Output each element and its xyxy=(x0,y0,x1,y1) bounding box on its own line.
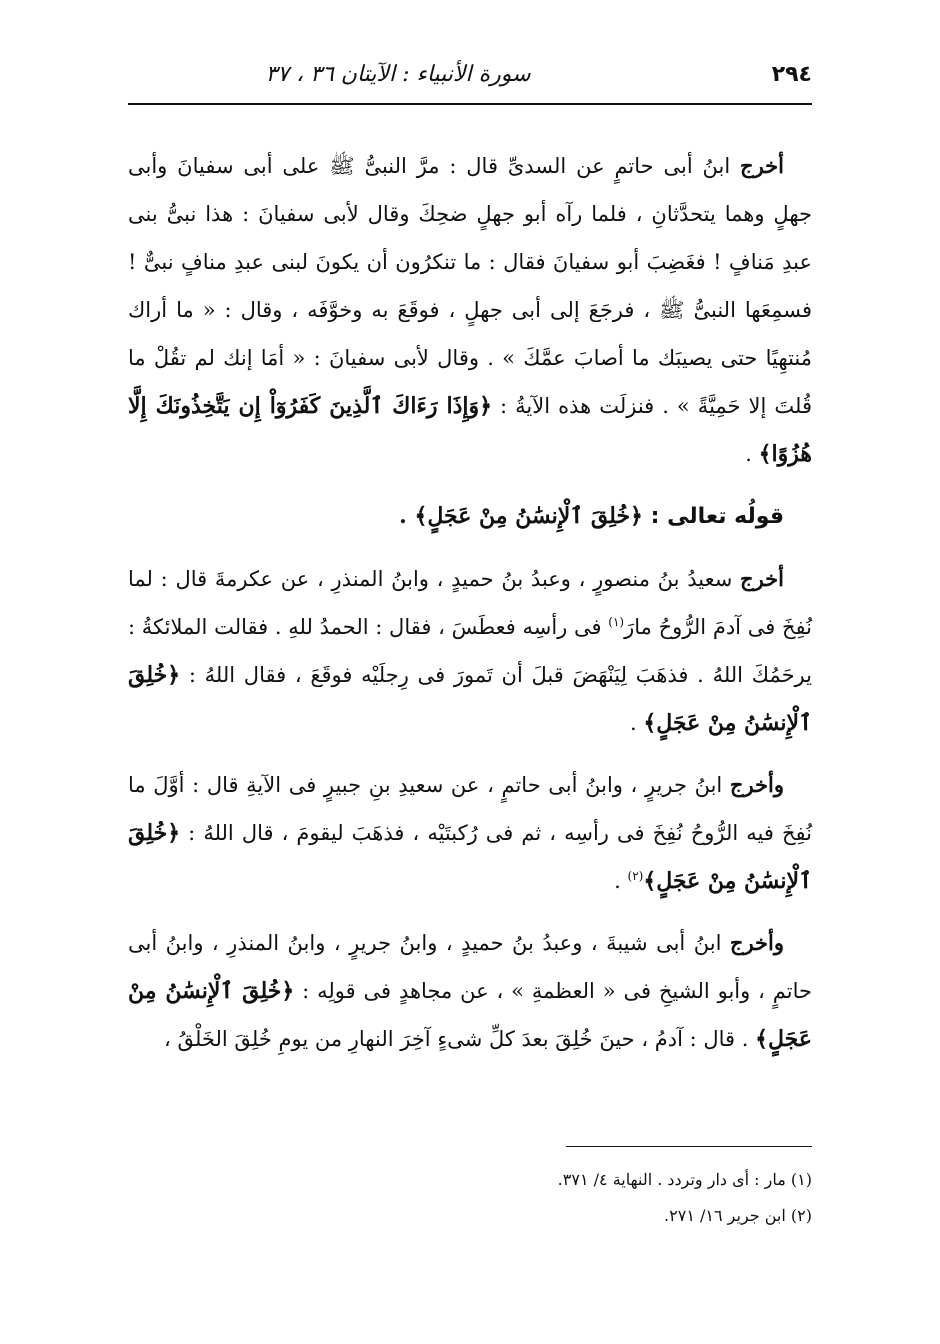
quran-verse: ﴿خُلِقَ ٱلْإِنسَٰنُ مِنْ عَجَلٍ﴾ xyxy=(128,978,812,1052)
paragraph-tail: . قال : آدمُ ، حينَ خُلِقَ بعدَ كلِّ شىءٍ آخِرَ النهارِ من يومِ خُلِقَ الخَلْقُ ، xyxy=(163,1027,756,1051)
paragraph-text: ابنُ جريرٍ ، وابنُ أبى حاتمٍ ، عن سعيدِ بنِ جبيرٍ فى الآيةِ قال : أوَّلَ ما نُفِخَ فيه الرُّوحُ نُفِخَ فى رأسِه ، ثم فى رُكبتَيْه ، فذهَبَ ليقومَ ، قال اللهُ : xyxy=(128,773,812,845)
paragraph-text: ابنُ أبى حاتمٍ عن السدىِّ قال : مرَّ النبىُّ ﷺ على أبى سفيانَ وأبى جهلٍ وهما يتحدَّثانِ ، فلما رآه أبو جهلٍ ضحِكَ وقال لأبى سفيانَ : هذا نبىُّ بنى عبدِ مَنافٍ ! فغَضِبَ أبو سفيانَ فقال : ما تنكرُون أن يكونَ لبنى عبدِ منافٍ نبىٌّ ! فسمِعَها النبىُّ ﷺ ، فرجَعَ إلى أبى جهلٍ ، فوقَعَ به وخوَّفَه ، وقال : « ما أراك مُنتهِيًا حتى يصيبَك ما أصابَ عمَّكَ » . وقال لأبى سفيانَ : « أمَا إنك لم تقُلْ ما قُلتَ إلا حَمِيَّةً » . فنزلَت هذه الآيةُ : xyxy=(128,154,813,418)
quran-verse: ﴿خُلِقَ ٱلْإِنسَٰنُ مِنْ عَجَلٍ﴾ xyxy=(128,662,812,736)
paragraph-lead: وأخرج xyxy=(729,772,784,797)
running-title: سورة الأنبياء : الآيتان ٣٦ ، ٣٧ xyxy=(265,62,531,87)
header-rule xyxy=(128,103,812,105)
page-header xyxy=(128,62,812,96)
quran-verse: ﴿وَإِذَا رَءَاكَ ٱلَّذِينَ كَفَرُوٓاْ إِن يَتَّخِذُونَكَ إِلَّا هُزُوًا﴾ xyxy=(128,393,812,467)
paragraph-1 xyxy=(128,142,812,478)
footnotes xyxy=(128,1162,812,1234)
footnote-ref-2[interactable]: (٢) xyxy=(627,869,644,883)
paragraph-lead: وأخرج xyxy=(729,930,784,955)
paragraph-3 xyxy=(128,761,812,905)
footnote-2: (٢) ابن جرير ١٦/ ٢٧١. xyxy=(664,1206,812,1225)
paragraph-tail: . xyxy=(745,442,759,466)
page-number: ٢٩٤ xyxy=(771,62,812,87)
paragraph-tail: . xyxy=(614,869,628,893)
body-text xyxy=(128,142,812,1077)
section-heading-verse: ﴿خُلِقَ ٱلْإِنسَٰنُ مِنْ عَجَلٍ﴾ xyxy=(414,503,643,529)
section-heading-tail: . xyxy=(399,503,415,529)
section-heading xyxy=(128,492,812,541)
paragraph-tail: . xyxy=(629,711,644,735)
paragraph-lead: أخرج xyxy=(740,566,784,591)
quran-verse: ﴿خُلِقَ ٱلْإِنسَٰنُ مِنْ عَجَلٍ﴾ xyxy=(128,820,812,894)
footnote-rule xyxy=(566,1146,812,1147)
footnote-1: (١) مار : أى دار وتردد . النهاية ٤/ ٣٧١. xyxy=(557,1170,812,1189)
paragraph-lead: أخرج xyxy=(740,153,784,178)
footnote-ref-1[interactable]: (١) xyxy=(608,615,625,629)
paragraph-2 xyxy=(128,555,812,747)
section-heading-label: قولُه تعالى : xyxy=(642,504,784,529)
paragraph-text-continued: فى رأسِه فعطَسَ ، فقال : الحمدُ للهِ . فقالت الملائكةُ : يرحَمُكَ اللهُ . فذهَبَ لِيَنْهَضَ قبلَ أن تَمورَ فى رِجلَيْه فوقَعَ ، فقال اللهُ : xyxy=(128,615,812,687)
paragraph-text: ابنُ أبى شيبةَ ، وعبدُ بنُ حميدٍ ، وابنُ جريرٍ ، وابنُ المنذرِ ، وابنُ أبى حاتمٍ ، وأبو الشيخِ فى « العظمةِ » ، عن مجاهدٍ فى قولِه : xyxy=(128,931,812,1003)
paragraph-4 xyxy=(128,919,812,1063)
paragraph-text: سعيدُ بنُ منصورٍ ، وعبدُ بنُ حميدٍ ، وابنُ المنذرِ ، عن عكرمةَ قال : لما نُفِخَ فى آدمَ الرُّوحُ مارَ xyxy=(128,567,813,639)
